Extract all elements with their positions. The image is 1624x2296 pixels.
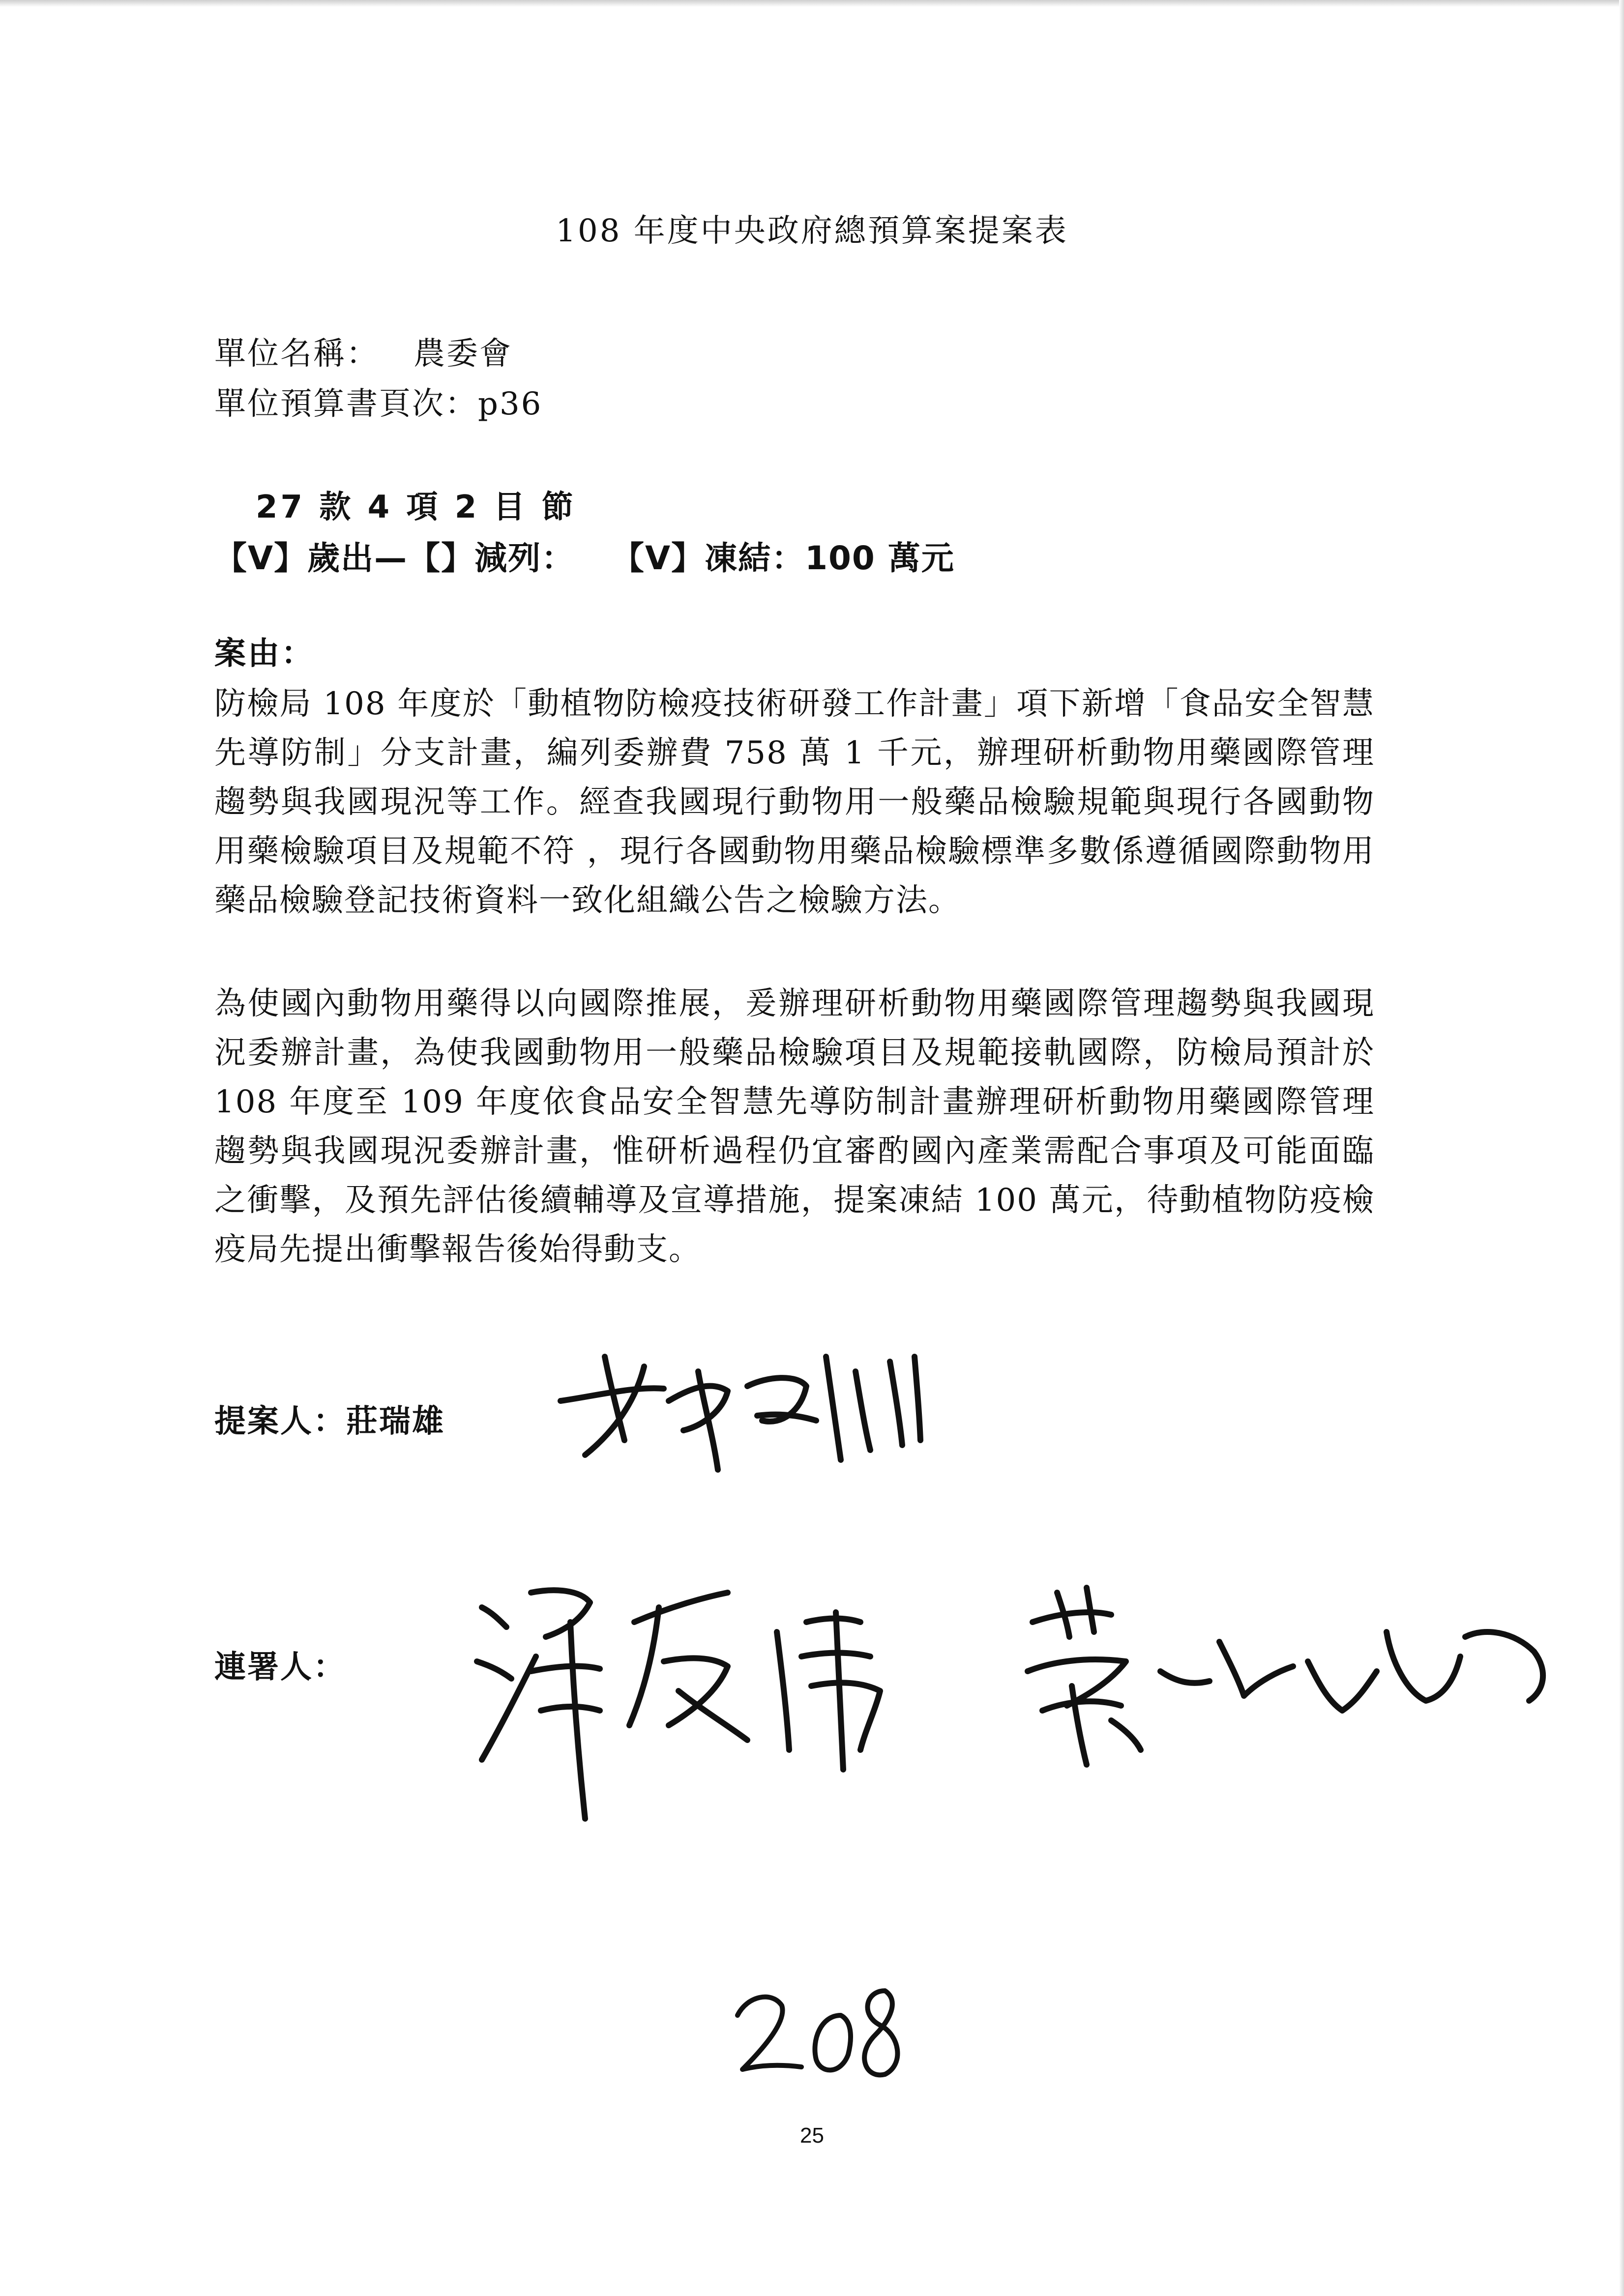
cosigner-label: 連署人： <box>214 1649 346 1686</box>
cosigner-signature <box>1013 1563 1564 1779</box>
proposer-label: 提案人：莊瑞雄 <box>214 1403 445 1440</box>
scan-edge <box>0 0 1624 7</box>
proposer-signature <box>551 1327 1023 1484</box>
reason-paragraph: 防檢局 108 年度於「動植物防檢疫技術研發工作計畫」項下新增「食品安全智慧先導防制」分支計畫，編列委辦費 758 萬 1 千元，辦理研析動物用藥國際管理趨勢與我國現況等工作。經查我國現行動物用一般藥品檢驗規範與現行各國動物用藥檢驗項目及規範不符 ，現行各國動物用藥品檢驗標準多數係遵循國際動物用藥品檢驗登記技術資料一致化組織公告之檢驗方法。 <box>214 686 1375 919</box>
budget-action: 【V】歲出—【】減列： 【V】凍結：100 萬元 <box>214 539 955 577</box>
cosigner-signature <box>472 1563 915 1838</box>
scan-edge <box>1619 0 1624 2296</box>
page-number: 25 <box>800 2123 824 2148</box>
unit-name: 單位名稱： 農委會 <box>214 336 513 372</box>
reason-paragraph: 為使國內動物用藥得以向國際推展，爰辦理研析動物用藥國際管理趨勢與我國現況委辦計畫，為使我國動物用一般藥品檢驗項目及規範接軌國際，防檢局預計於 108 年度至 109 年度依食品安全智慧先導防制計畫辦理研析動物用藥國際管理趨勢與我國現況委辦計畫，惟研析過程仍宜審酌國內產業需配合事項及可能面臨之衝擊，及預先評估後續輔導及宣導措施，提案凍結 100 萬元，待動植物防疫檢疫局先提出衝擊報告後始得動支。 <box>214 986 1375 1268</box>
budget-section: 27 款 4 項 2 目 節 <box>256 489 576 525</box>
document-title: 108 年度中央政府總預算案提案表 <box>556 213 1068 249</box>
handwritten-number <box>728 1971 915 2089</box>
unit-budget-page: 單位預算書頁次：p36 <box>214 386 543 422</box>
reason-heading: 案由： <box>214 636 315 672</box>
